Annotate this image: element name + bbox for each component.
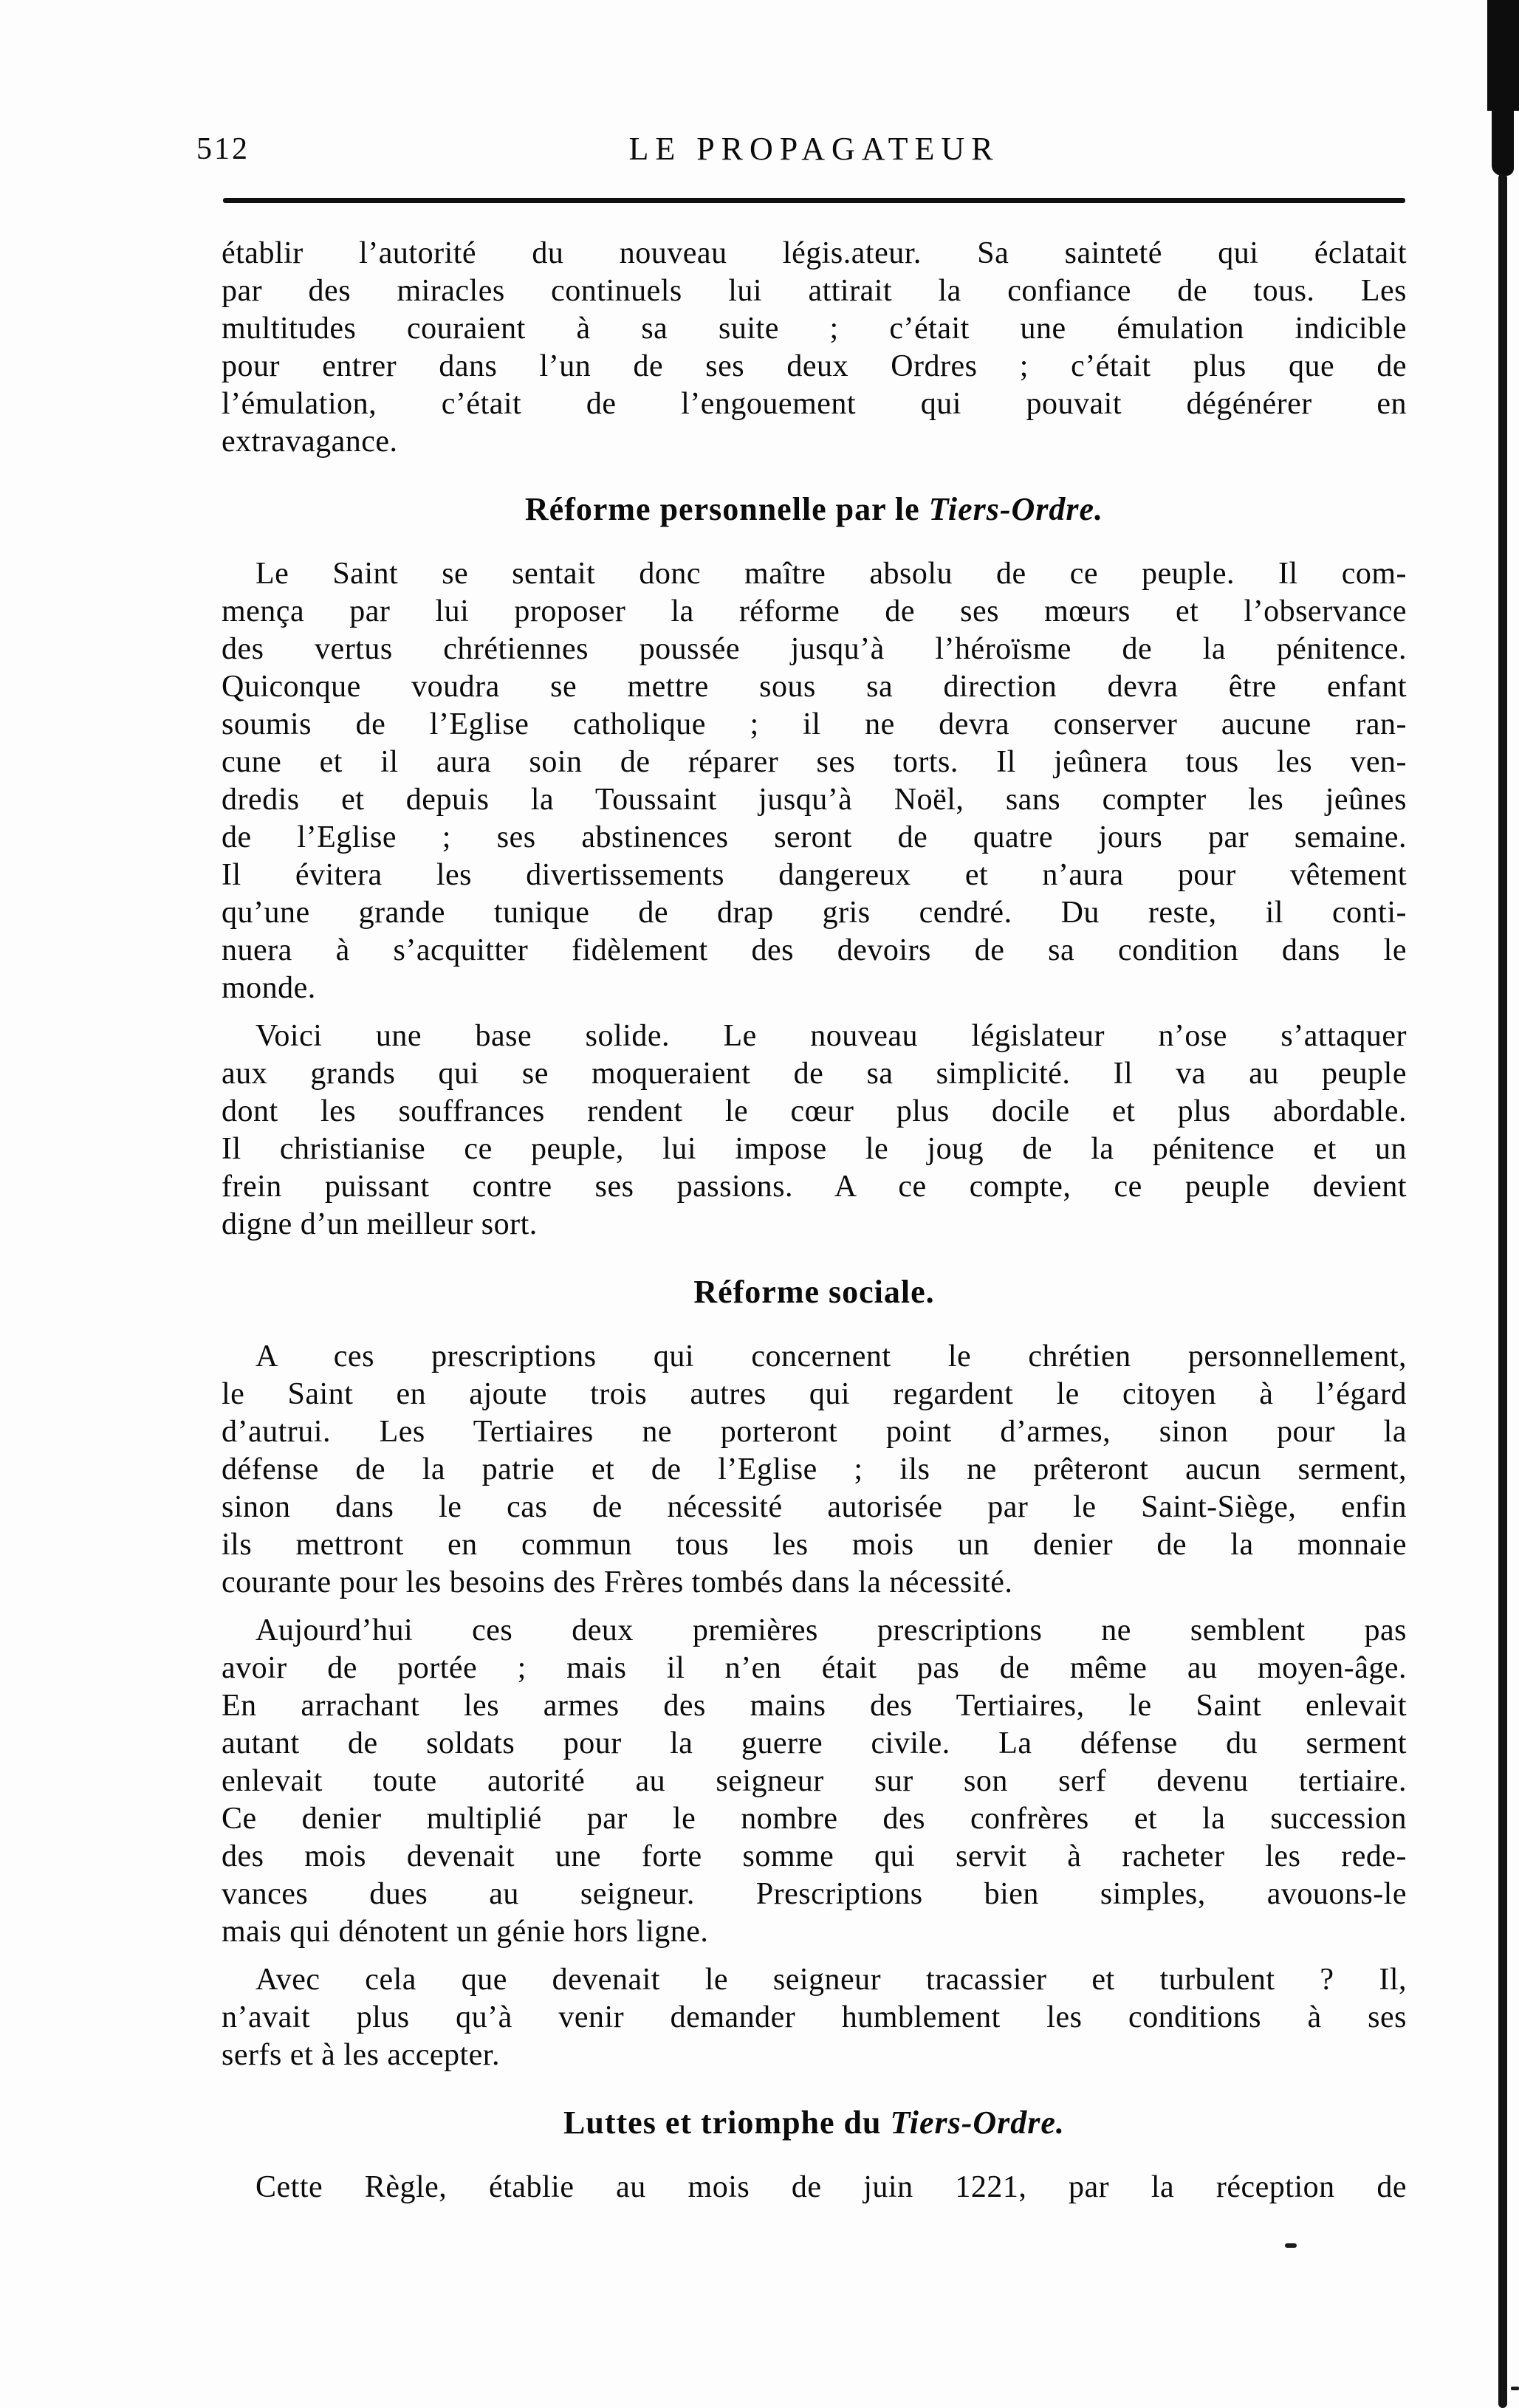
body-text-line: serfs et à les accepter. <box>222 2038 500 2072</box>
section-heading <box>222 1273 1407 1311</box>
header-rule <box>223 198 1405 203</box>
body-text-line: mença par lui proposer la réforme de ses mœurs et l’observance <box>222 594 1407 628</box>
body-text-line: Cette Règle, établie au mois de juin 1221, par la réception de <box>256 2170 1407 2204</box>
body-text-line: cune et il aura soin de réparer ses torts. Il jeûnera tous les ven- <box>222 745 1407 779</box>
paragraph <box>222 1961 1407 2074</box>
paragraph <box>222 555 1407 1007</box>
body-text-line: de l’Eglise ; ses abstinences seront de quatre jours par semaine. <box>222 820 1407 854</box>
body-text-line: monde. <box>222 971 316 1005</box>
body-text-line: aux grands qui se moqueraient de sa simplicité. Il va au peuple <box>222 1057 1407 1091</box>
body-text-line: des mois devenait une forte somme qui servit à racheter les rede- <box>222 1839 1407 1873</box>
body-text-line: Quiconque voudra se mettre sous sa direction devra être enfant <box>222 670 1407 704</box>
section-heading <box>222 490 1407 529</box>
body-text-line: courante pour les besoins des Frères tombés dans la nécessité. <box>222 1565 1013 1599</box>
section-heading-text: Réforme personnelle par le <box>524 491 929 527</box>
paragraph <box>222 1612 1407 1951</box>
body-text-line: Il christianise ce peuple, lui impose le joug de la pénitence et un <box>222 1132 1407 1166</box>
body-text-line: Avec cela que devenait le seigneur tracassier et turbulent ? Il, <box>256 1963 1407 1997</box>
body-text-line: dredis et depuis la Toussaint jusqu’à Noël, sans compter les jeûnes <box>222 783 1407 817</box>
scan-edge-artifact <box>1487 0 1519 111</box>
body-text-line: sinon dans le cas de nécessité autorisée par le Saint-Siège, enfin <box>222 1490 1407 1524</box>
paragraph <box>222 235 1407 461</box>
body-text-line: autant de soldats pour la guerre civile. La défense du serment <box>222 1726 1407 1760</box>
body-text-line: établir l’autorité du nouveau légis.ateur. Sa sainteté qui éclatait <box>222 236 1407 270</box>
body-text-line: soumis de l’Eglise catholique ; il ne devra conserver aucune ran- <box>222 707 1407 741</box>
body-text-line: vances dues au seigneur. Prescriptions bien simples, avouons-le <box>222 1877 1407 1911</box>
scan-edge-artifact <box>1492 109 1514 176</box>
body-text-line: défense de la patrie et de l’Eglise ; ils ne prêteront aucun serment, <box>222 1452 1407 1486</box>
paragraph <box>222 1338 1407 1602</box>
body-text-line: ils mettront en commun tous les mois un denier de la monnaie <box>222 1528 1407 1562</box>
paragraph <box>222 1018 1407 1244</box>
section-heading <box>222 2104 1407 2142</box>
body-text-line: n’avait plus qu’à venir demander humblement les conditions à ses <box>222 2000 1407 2034</box>
page-text-column <box>222 235 1407 2217</box>
body-text-line: Ce denier multiplié par le nombre des confrères et la succession <box>222 1802 1407 1836</box>
body-text-line: pour entrer dans l’un de ses deux Ordres ; c’était plus que de <box>222 349 1407 383</box>
scan-speckle-artifact <box>1285 2243 1297 2248</box>
body-text-line: qu’une grande tunique de drap gris cendré. Du reste, il conti- <box>222 896 1407 930</box>
body-text-line: mais qui dénotent un génie hors ligne. <box>222 1915 709 1949</box>
body-text-line: avoir de portée ; mais il n’en était pas de même au moyen-âge. <box>222 1651 1407 1685</box>
body-text-line: digne d’un meilleur sort. <box>222 1207 538 1241</box>
body-text-line: l’émulation, c’était de l’engouement qui pouvait dégénérer en <box>222 387 1407 421</box>
section-heading-text: Luttes et triomphe du <box>563 2105 891 2141</box>
section-heading-text: Réforme sociale. <box>693 1274 935 1310</box>
section-heading-text: Tiers-Ordre. <box>928 491 1104 527</box>
body-text-line: extravagance. <box>222 425 398 459</box>
body-text-line: des vertus chrétiennes poussée jusqu’à l’héroïsme de la pénitence. <box>222 632 1407 666</box>
section-heading-text: Tiers-Ordre. <box>890 2105 1065 2141</box>
body-text-line: En arrachant les armes des mains des Tertiaires, le Saint enlevait <box>222 1689 1407 1723</box>
scan-edge-artifact <box>1498 174 1507 2408</box>
body-text-line: dont les souffrances rendent le cœur plus docile et plus abordable. <box>222 1094 1407 1128</box>
paragraph <box>222 2169 1407 2206</box>
body-text-line: Le Saint se sentait donc maître absolu de ce peuple. Il com- <box>256 557 1407 591</box>
body-text-line: Voici une base solide. Le nouveau législateur n’ose s’attaquer <box>256 1019 1407 1053</box>
body-text-line: par des miracles continuels lui attirait la confiance de tous. Les <box>222 274 1407 308</box>
body-text-line: frein puissant contre ses passions. A ce compte, ce peuple devient <box>222 1170 1407 1204</box>
body-text-line: Aujourd’hui ces deux premières prescriptions ne semblent pas <box>256 1613 1407 1647</box>
scan-speckle-artifact <box>1511 2387 1519 2390</box>
journal-title: LE PROPAGATEUR <box>628 131 1000 167</box>
page-number: 512 <box>196 132 250 166</box>
body-text-line: nuera à s’acquitter fidèlement des devoirs de sa condition dans le <box>222 933 1407 967</box>
body-text-line: Il évitera les divertissements dangereux et n’aura pour vêtement <box>222 858 1407 892</box>
body-text-line: d’autrui. Les Tertiaires ne porteront point d’armes, sinon pour la <box>222 1415 1407 1449</box>
body-text-line: le Saint en ajoute trois autres qui regardent le citoyen à l’égard <box>222 1377 1407 1411</box>
body-text-line: multitudes couraient à sa suite ; c’était une émulation indicible <box>222 312 1407 346</box>
body-text-line: A ces prescriptions qui concernent le chrétien personnellement, <box>256 1340 1407 1373</box>
body-text-line: enlevait toute autorité au seigneur sur son serf devenu tertiaire. <box>222 1764 1407 1798</box>
